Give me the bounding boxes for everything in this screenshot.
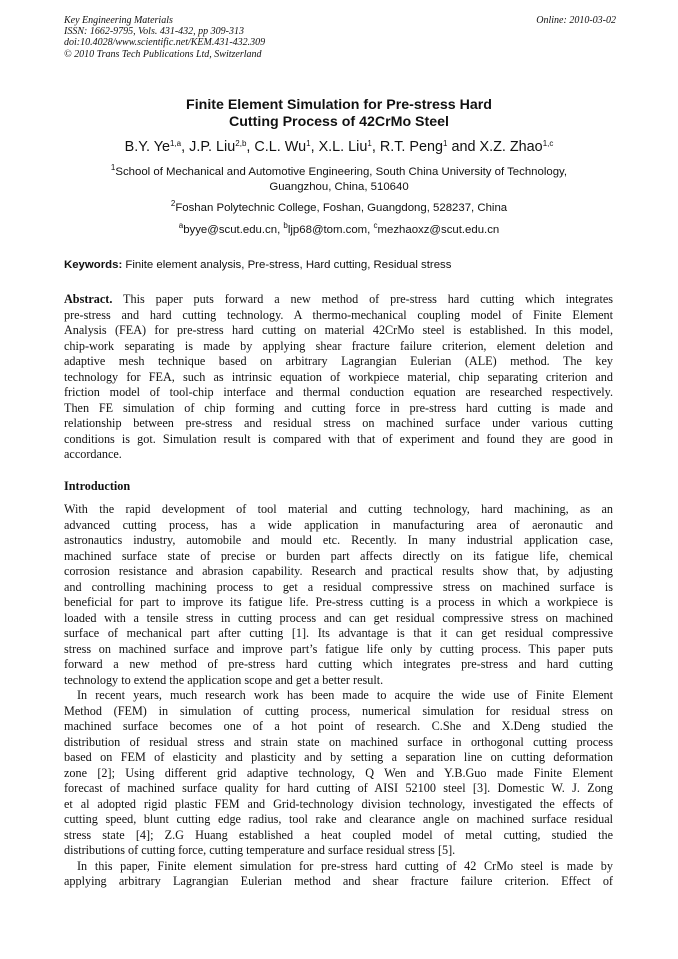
keywords-label: Keywords:: [64, 259, 123, 271]
introduction-body: [64, 502, 613, 890]
abstract-line: friction model of tool-chip interface and thermal conduction equation are researched respectively.: [64, 385, 613, 399]
author-name: X.Z. Zhao: [479, 139, 543, 155]
body-line: advanced cutting process, has a wide application in manufacturing area of aeronautic and: [64, 517, 613, 532]
body-line: based on FEM of elasticity and plasticity and by setting a separation line on cutting deformation: [64, 750, 613, 764]
author-affiliation-mark: 2,b: [235, 139, 247, 148]
email-b: ljp68@tom.com,: [287, 224, 374, 236]
abstract-line: adaptive mesh technique based on arbitrary Lagrangian Eulerian (ALE) method. The key: [64, 354, 613, 368]
abstract-line: Analysis (FEA) for pre-stress hard cutting on material 42CrMo steel is established. In this model,: [64, 323, 613, 337]
email-mark: c: [373, 221, 378, 230]
body-line: astronautics industry, automobile and mould etc. Recently. In many industrial application case,: [64, 533, 613, 547]
body-line: loaded with a tensile stress in cutting process and can get residual compressive stress on machined: [64, 610, 613, 625]
body-line: forecast of machined surface quality for hard cutting of AISI 52100 steel [3]. Domestic W. J. Zong: [64, 781, 613, 795]
abstract-label: Abstract.: [64, 292, 113, 306]
email-line: [64, 223, 614, 238]
author-affiliation-mark: 1,c: [542, 139, 554, 148]
author-affiliation-mark: 1: [306, 139, 311, 148]
body-line: stress on machined surface and improve part’s fatigue life only by cutting process. This paper puts: [64, 641, 613, 656]
affiliation-1: [64, 165, 614, 195]
email-a: byye@scut.edu.cn,: [183, 224, 284, 236]
abstract-line: pre-stress and hard cutting technology. A thermo-mechanical coupling model of Finite Element: [64, 307, 613, 322]
author-name: J.P. Liu: [189, 139, 236, 155]
body-line: distributions of cutting force, cutting temperature and surface residual stress [5].: [64, 843, 456, 857]
body-line: et al adopted rigid plastic FEM and Grid-technology division technology, investigated the effects of: [64, 796, 613, 811]
author-name: B.Y. Ye: [124, 139, 170, 155]
email-mark: b: [283, 221, 288, 230]
author-list: [40, 138, 638, 156]
journal-name: Key Engineering Materials: [64, 15, 173, 26]
journal-header: [64, 15, 616, 60]
affiliation-mark: 2: [170, 199, 176, 208]
body-line: cutting speed, blunt cutting edge radius, tool rake and clearance angle on machined surface residual: [64, 812, 613, 826]
affiliation-1-line-2: Guangzhou, China, 510640: [269, 181, 409, 193]
body-line: In this paper, Finite element simulation for pre-stress hard cutting of 42 CrMo steel is made by: [77, 858, 613, 873]
author-separator: ,: [310, 139, 319, 155]
author-separator: ,: [181, 139, 190, 155]
body-line: forward a new method of pre-stress hard cutting which integrates pre-stress and hard cutting: [64, 657, 613, 671]
affiliation-mark: 1: [110, 163, 116, 172]
title-line-1: Finite Element Simulation for Pre-stress Hard: [186, 97, 492, 113]
email-mark: a: [178, 221, 184, 230]
author-name: X.L. Liu: [318, 139, 368, 155]
abstract-line: Then FE simulation of chip forming and cutting force in pre-stress hard cutting is made and: [64, 400, 613, 415]
author-name: C.L. Wu: [254, 139, 307, 155]
body-line: beneficial for part to improve its fatigue life. Pre-stress cutting is a process in which a workpiece is: [64, 595, 613, 609]
abstract-line: chip-work separating is made by applying shear fracture failure criterion, element deletion and: [64, 338, 613, 353]
author-affiliation-mark: 1: [443, 139, 448, 148]
doi-line: doi:10.4028/www.scientific.net/KEM.431-432.309: [64, 37, 266, 49]
online-date: Online: 2010-03-02: [536, 15, 616, 26]
author-affiliation-mark: 1: [367, 139, 372, 148]
body-line: In recent years, much research work has been made to acquire the wide use of Finite Element: [77, 688, 613, 702]
abstract-paragraph: [64, 292, 613, 463]
body-line: distribution of residual stress and strain state on machined surface in orthogonal cutting process: [64, 734, 613, 749]
author-separator: and: [447, 139, 480, 155]
author-separator: ,: [371, 139, 380, 155]
affiliation-1-line-1: School of Mechanical and Automotive Engineering, South China University of Technology,: [115, 166, 568, 178]
body-line: corrosion resistance and abrasion capability. Research and practical results show that, by adjusting: [64, 564, 613, 578]
body-line: With the rapid development of tool material and cutting technology, hard machining, as an: [64, 502, 613, 516]
body-line: and controlling machining process to get a residual compressive stress on machined surface is: [64, 579, 613, 594]
introduction-heading: Introduction: [64, 479, 131, 493]
author-affiliation-mark: 1,a: [170, 139, 182, 148]
abstract-line: conditions is got. Simulation result is compared with that of experiment and found they are good in: [64, 431, 613, 446]
body-line: Method (FEM) in simulation of cutting process, numerical simulation for residual stress on: [64, 703, 613, 718]
body-line: applying arbitrary Lagrangian Eulerian method and shear fracture failure criterion. Effect of: [64, 874, 613, 888]
affiliation-2: [64, 201, 614, 216]
paper-title: [64, 97, 614, 131]
body-line: technology to extend the application scope and get a better result.: [64, 672, 384, 687]
copyright-line: © 2010 Trans Tech Publications Ltd, Switzerland: [64, 48, 262, 60]
body-line: machined surface state of precise or burden part affects directly on its fatigue life, chemical: [64, 548, 613, 563]
keywords-line: [64, 258, 614, 273]
author-name: R.T. Peng: [379, 139, 444, 155]
body-line: stress state [4]; Z.G Huang established a heat coupled model of metal cutting, studied the: [64, 827, 613, 842]
author-separator: ,: [246, 139, 255, 155]
email-c: mezhaoxz@scut.edu.cn: [377, 224, 500, 236]
abstract-line: accordance.: [64, 447, 122, 461]
abstract-line: This paper puts forward a new method of pre-stress hard cutting which integrates: [112, 292, 613, 306]
issn-line: ISSN: 1662-9795, Vols. 431-432, pp 309-313: [64, 26, 244, 38]
abstract-line: technology for FEA, such as intrinsic equation of workpiece material, chip separating criterion and: [64, 369, 613, 384]
keywords-text: Finite element analysis, Pre-stress, Hard cutting, Residual stress: [122, 259, 452, 271]
body-line: surface of mechanical part after cutting [1]. Its advantage is that it can get residual compressive: [64, 626, 613, 640]
affiliation-2-text: Foshan Polytechnic College, Foshan, Guangdong, 528237, China: [175, 202, 508, 214]
body-line: machined surface becomes one of a hot point of research. C.She and X.Deng studied the: [64, 719, 613, 733]
abstract-line: relationship between pre-stress and residual stress on machined surface under various cutting: [64, 416, 613, 430]
body-line: zone [2]; Using different grid adaptive technology, Q Wen and Y.B.Guo made Finite Element: [64, 765, 613, 780]
title-line-2: Cutting Process of 42CrMo Steel: [229, 114, 449, 130]
